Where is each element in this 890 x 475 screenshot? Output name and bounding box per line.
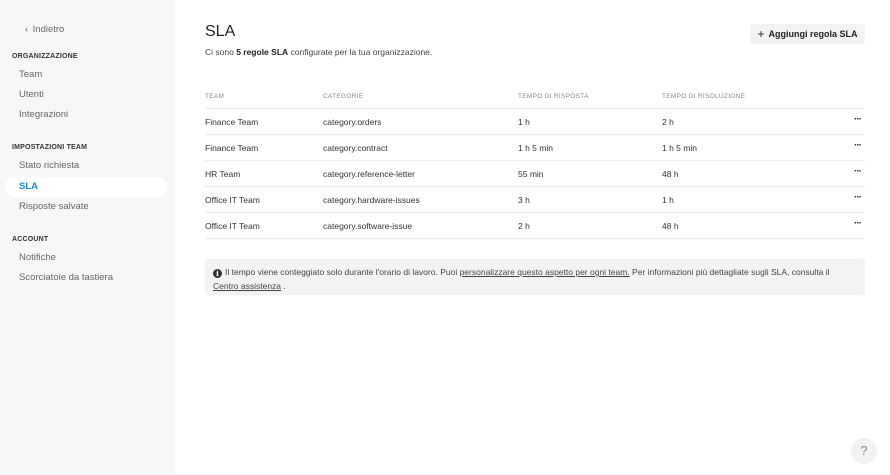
cell-response-time: 55 min (518, 169, 544, 179)
sidebar (0, 0, 175, 475)
chevron-left-icon: ‹ (25, 24, 28, 34)
add-sla-rule-button[interactable] (750, 24, 865, 44)
column-header-categorie: CATEGORIE (323, 93, 364, 100)
more-options-icon[interactable]: ··· (854, 192, 861, 203)
page-title: SLA (205, 23, 236, 40)
cell-team: Office IT Team (205, 195, 260, 205)
section-title-organizzazione: ORGANIZZAZIONE (12, 53, 78, 60)
sidebar-item-risposte-salvate[interactable]: Risposte salvate (19, 201, 89, 212)
table-row[interactable] (205, 109, 865, 135)
sidebar-item-team[interactable]: Team (19, 69, 43, 80)
cell-response-time: 2 h (518, 221, 530, 231)
more-options-icon[interactable]: ··· (854, 218, 861, 229)
cell-resolution-time: 1 h 5 min (662, 143, 697, 153)
sidebar-item-stato-richiesta[interactable]: Stato richiesta (19, 160, 80, 171)
cell-response-time: 3 h (518, 195, 530, 205)
table-row[interactable] (205, 187, 865, 213)
cell-category: category.orders (323, 117, 382, 127)
sidebar-item-integrazioni[interactable]: Integrazioni (19, 109, 69, 120)
customize-per-team-link[interactable]: personalizzare questo aspetto per ogni team. (459, 267, 630, 277)
cell-category: category.software-issue (323, 221, 413, 231)
cell-resolution-time: 1 h (662, 195, 674, 205)
column-header-tempo-risposta: TEMPO DI RISPOSTA (518, 93, 589, 100)
cell-category: category.hardware-issues (323, 195, 420, 205)
back-label: Indietro (32, 24, 65, 35)
column-header-team: TEAM (205, 93, 225, 100)
cell-resolution-time: 48 h (662, 169, 679, 179)
cell-team: Finance Team (205, 117, 259, 127)
cell-resolution-time: 48 h (662, 221, 679, 231)
page-subtitle (205, 47, 432, 57)
cell-response-time: 1 h 5 min (518, 143, 553, 153)
cell-category: category.reference-letter (323, 169, 415, 179)
sidebar-item-sla[interactable]: SLA (5, 177, 167, 197)
cell-team: Office IT Team (205, 221, 260, 231)
column-header-tempo-risoluzione: TEMPO DI RISOLUZIONE (662, 93, 746, 100)
more-options-icon[interactable]: ··· (854, 140, 861, 151)
subtitle-text-end: configurate per la tua organizzazione. (288, 47, 433, 57)
table-row[interactable] (205, 161, 865, 187)
info-note (205, 259, 865, 295)
note-text-3: . (281, 281, 286, 291)
section-title-account: ACCOUNT (12, 236, 49, 243)
table-row[interactable] (205, 135, 865, 161)
cell-resolution-time: 2 h (662, 117, 674, 127)
section-title-impostazioni-team: IMPOSTAZIONI TEAM (12, 144, 88, 151)
cell-team: Finance Team (205, 143, 259, 153)
main-content (175, 0, 890, 475)
cell-category: category.contract (323, 143, 388, 153)
help-center-link[interactable]: Centro assistenza (213, 281, 282, 291)
cell-team: HR Team (205, 169, 241, 179)
more-options-icon[interactable]: ··· (854, 166, 861, 177)
sidebar-item-notifiche[interactable]: Notifiche (19, 252, 56, 263)
plus-icon: + (757, 27, 765, 41)
back-link[interactable] (25, 24, 64, 35)
note-text-2: Per informazioni più dettagliate sugli SLA, consulta il (629, 267, 830, 277)
more-options-icon[interactable]: ··· (854, 114, 861, 125)
note-text: Il tempo viene conteggiato solo durante l'orario di lavoro. Puoi (225, 267, 460, 277)
info-icon: i (213, 269, 222, 278)
sidebar-item-scorciatoie[interactable]: Scorciatoie da tastiera (19, 272, 113, 283)
subtitle-text: Ci sono (205, 47, 237, 57)
table-row[interactable] (205, 213, 865, 239)
sla-table (205, 88, 865, 239)
sidebar-item-utenti[interactable]: Utenti (19, 89, 44, 100)
cell-response-time: 1 h (518, 117, 530, 127)
add-sla-rule-label: Aggiungi regola SLA (768, 29, 858, 39)
rule-count: 5 regole SLA (236, 47, 289, 57)
help-button[interactable]: ? (851, 438, 877, 464)
table-header (205, 88, 865, 109)
